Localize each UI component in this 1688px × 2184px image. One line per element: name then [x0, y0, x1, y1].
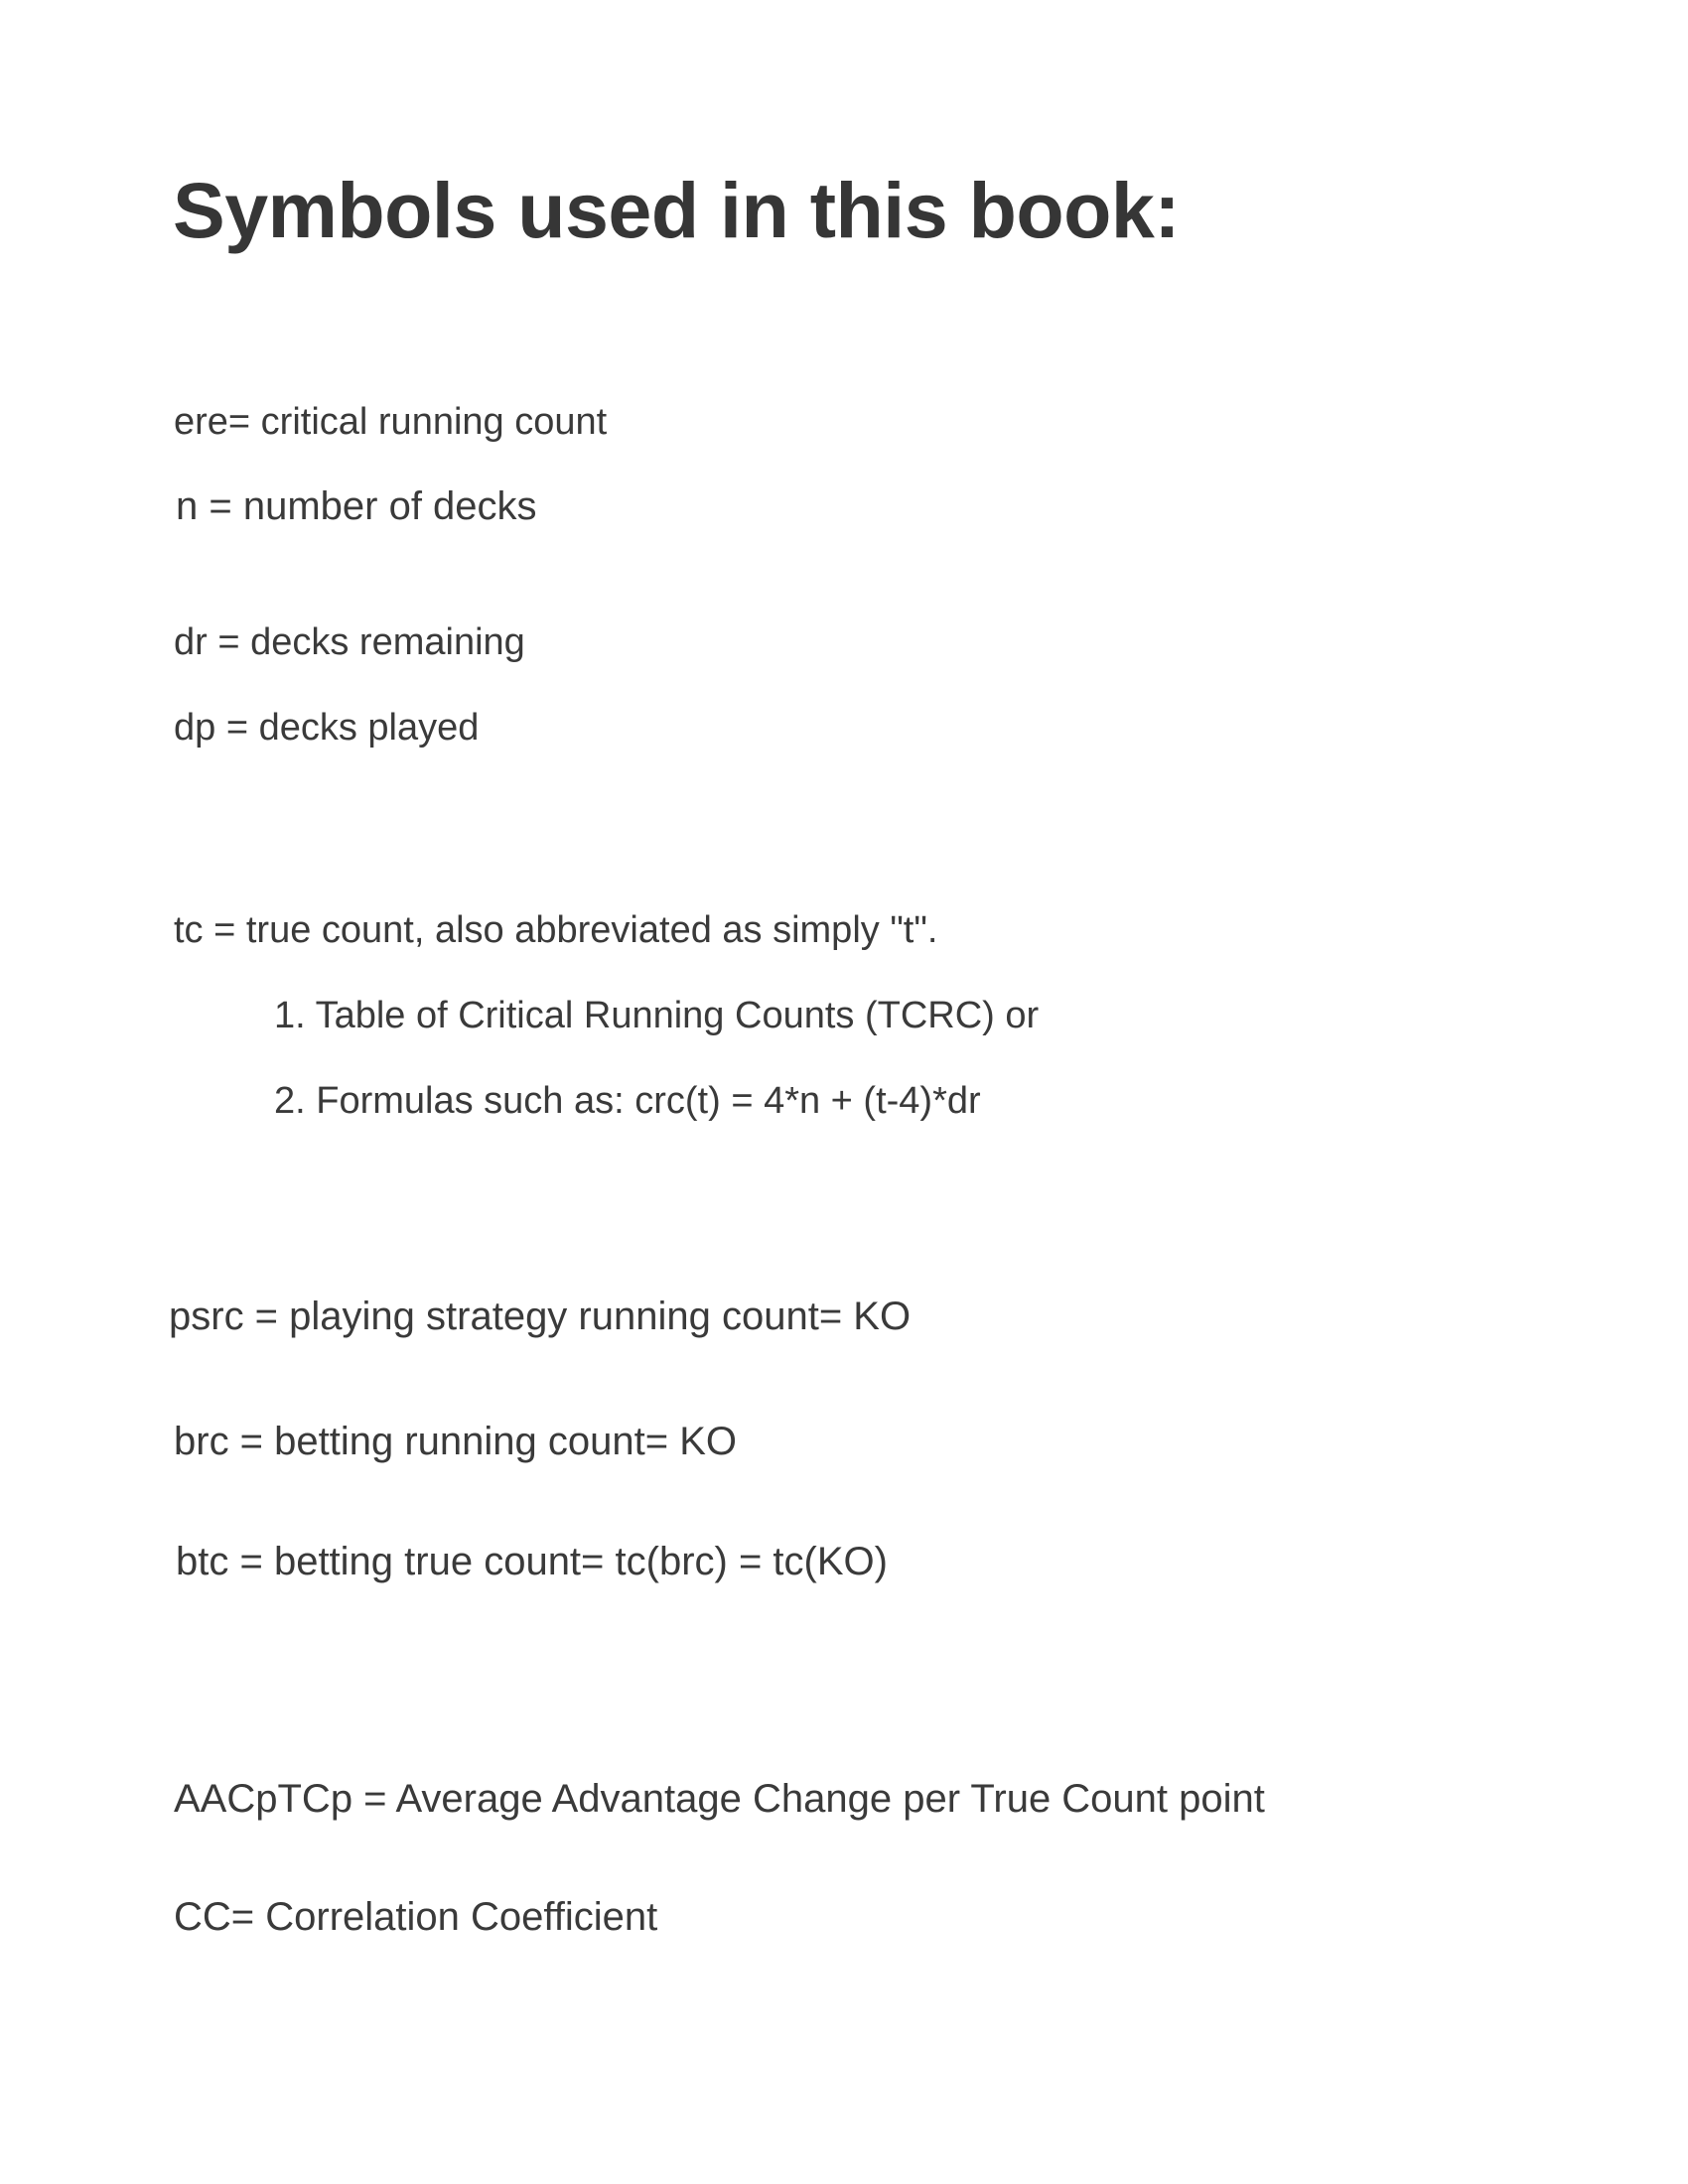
page-title: Symbols used in this book:	[173, 166, 1181, 254]
symbol-brc: brc = betting running count= KO	[174, 1420, 738, 1463]
symbol-aacptcp: AACpTCp = Average Advantage Change per True Count point	[174, 1777, 1265, 1821]
tc-list-item-1: 1. Table of Critical Running Counts (TCRC) or	[274, 995, 1040, 1036]
symbol-dp: dp = decks played	[174, 707, 480, 749]
symbol-psrc: psrc = playing strategy running count= KO	[169, 1295, 912, 1338]
symbol-tc: tc = true count, also abbreviated as simply "t".	[174, 909, 938, 951]
symbol-crc: ere= critical running count	[174, 401, 608, 443]
symbol-dr: dr = decks remaining	[174, 621, 525, 663]
symbol-n: n = number of decks	[176, 484, 537, 528]
tc-list-item-2: 2. Formulas such as: crc(t) = 4*n + (t-4)*dr	[274, 1080, 981, 1122]
symbol-cc: CC= Correlation Coefficient	[174, 1895, 658, 1939]
symbol-btc: btc = betting true count= tc(brc) = tc(KO)	[176, 1540, 888, 1583]
